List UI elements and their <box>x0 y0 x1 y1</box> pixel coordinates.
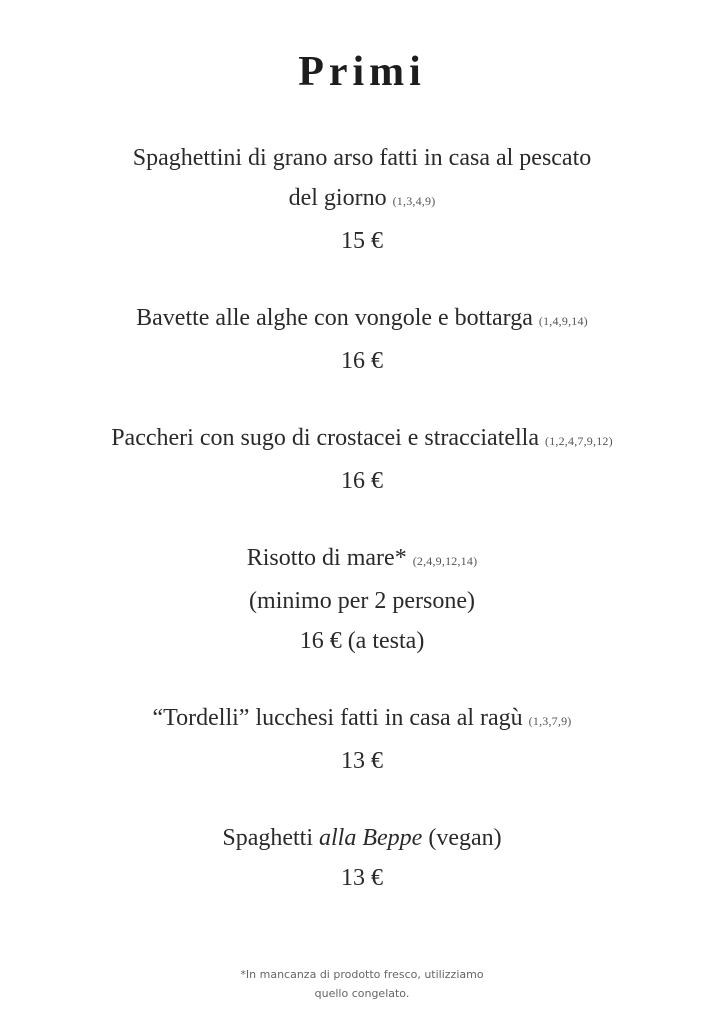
dish-name <box>0 818 724 858</box>
dish-name: Bavette alle alghe con vongole e bottarga <box>136 305 533 331</box>
dish-name: Spaghettini di grano arso fatti in casa al pescato <box>132 145 592 171</box>
allergen-codes: (1,3,4,9) <box>392 194 436 208</box>
allergen-codes: (2,4,9,12,14) <box>412 554 478 568</box>
page-title: Primi <box>298 49 426 95</box>
dish-name-prefix: Spaghetti <box>222 825 314 851</box>
dish-price: 13 € <box>341 865 383 891</box>
allergen-codes: (1,2,4,7,9,12) <box>545 434 613 448</box>
dish-note: (minimo per 2 persone) <box>249 588 475 614</box>
dish-price: 16 € <box>341 468 383 494</box>
menu-item-spaghettini <box>0 138 724 261</box>
dish-price: 15 € <box>341 228 383 254</box>
dish-name-italic: alla Beppe <box>319 825 423 851</box>
menu-item-spaghetti-beppe <box>0 818 724 898</box>
dish-name: “Tordelli” lucchesi fatti in casa al ragù <box>152 705 523 731</box>
footnote-line: *In mancanza di prodotto fresco, utilizziamo <box>240 968 484 981</box>
footnote <box>0 965 724 1003</box>
menu-item-paccheri <box>0 418 724 501</box>
menu-item-tordelli <box>0 698 724 781</box>
allergen-codes: (1,3,7,9) <box>528 714 572 728</box>
menu-item-risotto <box>0 538 724 661</box>
dish-price: 13 € <box>341 748 383 774</box>
dish-name-suffix: (vegan) <box>428 825 502 851</box>
dish-name: Paccheri con sugo di crostacei e stracciatella <box>111 425 539 451</box>
dish-name: Risotto di mare* <box>246 545 407 571</box>
dish-price: 16 € <box>341 348 383 374</box>
dish-price: 16 € (a testa) <box>299 628 425 654</box>
allergen-codes: (1,4,9,14) <box>538 314 588 328</box>
dish-name-continued: del giorno <box>288 185 387 211</box>
menu-item-bavette <box>0 298 724 381</box>
footnote-line: quello congelato. <box>314 987 410 1000</box>
